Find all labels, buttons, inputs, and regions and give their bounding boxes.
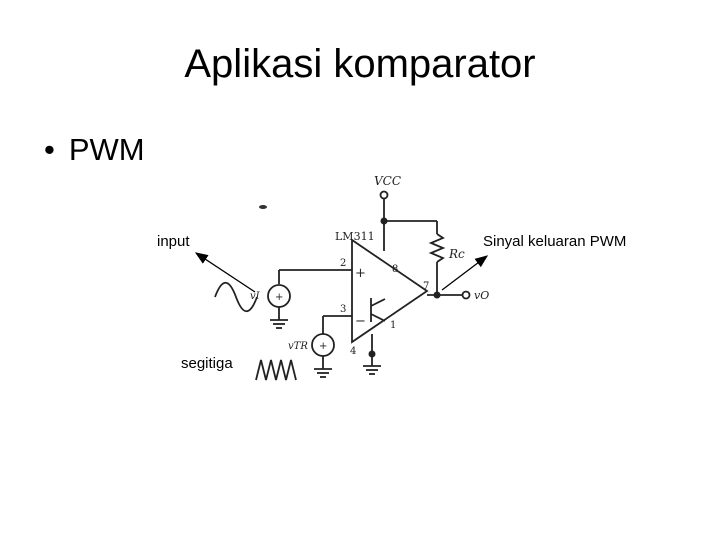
- stray-mark: [259, 205, 267, 209]
- pin-8: 8: [392, 264, 399, 275]
- input-label: input: [157, 233, 190, 250]
- output-terminal: [463, 292, 470, 299]
- slide-title: Aplikasi komparator: [184, 42, 536, 86]
- pin-7: 7: [423, 281, 430, 292]
- pin-1: 1: [390, 320, 397, 331]
- output-arrow: [442, 256, 487, 290]
- ground-ic: [363, 366, 381, 374]
- output-signal-label: Sinyal keluaran PWM: [483, 233, 627, 250]
- triangle-waveform: [256, 360, 296, 380]
- vtr-source-plus: +: [319, 341, 328, 352]
- plus-sign: +: [355, 266, 366, 281]
- vi-label: vI: [250, 291, 260, 302]
- vi-source-plus: +: [275, 292, 284, 303]
- resistor-rc: [431, 234, 443, 262]
- rc-label: Rc: [449, 247, 465, 261]
- bullet-text: PWM: [68, 132, 145, 167]
- pin-2: 2: [340, 258, 347, 269]
- segitiga-label: segitiga: [181, 355, 233, 372]
- ground-vi: [270, 320, 288, 328]
- vcc-label: VCC: [374, 174, 402, 188]
- pin-3: 3: [340, 304, 347, 315]
- minus-sign: −: [355, 314, 366, 329]
- ground-vtr: [314, 369, 332, 377]
- vcc-terminal: [381, 192, 388, 199]
- input-arrow: [196, 253, 255, 292]
- vtr-label: vTR: [288, 341, 308, 352]
- bullet-marker: •: [44, 132, 55, 167]
- vo-label: vO: [474, 289, 490, 302]
- ic-label: LM311: [335, 230, 375, 243]
- pin-4: 4: [350, 346, 357, 357]
